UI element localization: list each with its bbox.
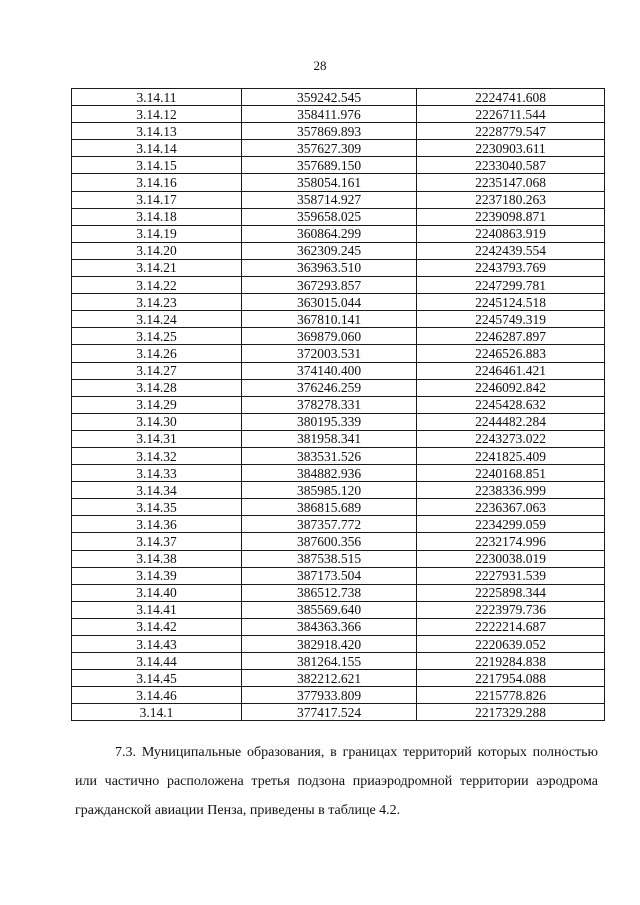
x-coordinate-cell: 359658.025 (242, 208, 417, 225)
x-coordinate-cell: 358054.161 (242, 174, 417, 191)
y-coordinate-cell: 2233040.587 (417, 157, 605, 174)
table-row (72, 704, 605, 721)
y-coordinate-cell: 2246287.897 (417, 328, 605, 345)
table-row (72, 413, 605, 430)
y-coordinate-cell: 2240168.851 (417, 465, 605, 482)
x-coordinate-cell: 357627.309 (242, 140, 417, 157)
x-coordinate-cell: 363015.044 (242, 294, 417, 311)
x-coordinate-cell: 376246.259 (242, 379, 417, 396)
point-number-cell: 3.14.23 (72, 294, 242, 311)
x-coordinate-cell: 363963.510 (242, 259, 417, 276)
x-coordinate-cell: 367293.857 (242, 277, 417, 294)
y-coordinate-cell: 2246461.421 (417, 362, 605, 379)
table-row (72, 567, 605, 584)
table-row (72, 311, 605, 328)
x-coordinate-cell: 358411.976 (242, 106, 417, 123)
coordinates-table-body (72, 89, 605, 721)
y-coordinate-cell: 2234299.059 (417, 516, 605, 533)
table-row (72, 636, 605, 653)
point-number-cell: 3.14.11 (72, 89, 242, 106)
table-row (72, 670, 605, 687)
x-coordinate-cell: 358714.927 (242, 191, 417, 208)
x-coordinate-cell: 387538.515 (242, 550, 417, 567)
point-number-cell: 3.14.22 (72, 277, 242, 294)
x-coordinate-cell: 383531.526 (242, 447, 417, 464)
x-coordinate-cell: 386512.738 (242, 584, 417, 601)
point-number-cell: 3.14.1 (72, 704, 242, 721)
x-coordinate-cell: 377933.809 (242, 687, 417, 704)
y-coordinate-cell: 2243273.022 (417, 430, 605, 447)
x-coordinate-cell: 382918.420 (242, 636, 417, 653)
point-number-cell: 3.14.18 (72, 208, 242, 225)
table-row (72, 191, 605, 208)
table-row (72, 550, 605, 567)
y-coordinate-cell: 2225898.344 (417, 584, 605, 601)
y-coordinate-cell: 2230038.019 (417, 550, 605, 567)
table-row (72, 516, 605, 533)
table-row (72, 687, 605, 704)
x-coordinate-cell: 369879.060 (242, 328, 417, 345)
y-coordinate-cell: 2240863.919 (417, 225, 605, 242)
table-row (72, 465, 605, 482)
table-row (72, 430, 605, 447)
y-coordinate-cell: 2228779.547 (417, 123, 605, 140)
y-coordinate-cell: 2219284.838 (417, 653, 605, 670)
y-coordinate-cell: 2245428.632 (417, 396, 605, 413)
table-row (72, 447, 605, 464)
table-row (72, 242, 605, 259)
y-coordinate-cell: 2217954.088 (417, 670, 605, 687)
x-coordinate-cell: 380195.339 (242, 413, 417, 430)
table-row (72, 208, 605, 225)
x-coordinate-cell: 377417.524 (242, 704, 417, 721)
table-row (72, 294, 605, 311)
x-coordinate-cell: 382212.621 (242, 670, 417, 687)
y-coordinate-cell: 2223979.736 (417, 601, 605, 618)
y-coordinate-cell: 2217329.288 (417, 704, 605, 721)
y-coordinate-cell: 2230903.611 (417, 140, 605, 157)
y-coordinate-cell: 2241825.409 (417, 447, 605, 464)
x-coordinate-cell: 381958.341 (242, 430, 417, 447)
table-row (72, 653, 605, 670)
point-number-cell: 3.14.31 (72, 430, 242, 447)
x-coordinate-cell: 367810.141 (242, 311, 417, 328)
table-row (72, 499, 605, 516)
table-row (72, 174, 605, 191)
table-row (72, 157, 605, 174)
table-row (72, 601, 605, 618)
x-coordinate-cell: 381264.155 (242, 653, 417, 670)
table-row (72, 140, 605, 157)
point-number-cell: 3.14.41 (72, 601, 242, 618)
point-number-cell: 3.14.43 (72, 636, 242, 653)
table-row (72, 618, 605, 635)
x-coordinate-cell: 387173.504 (242, 567, 417, 584)
table-row (72, 362, 605, 379)
point-number-cell: 3.14.37 (72, 533, 242, 550)
table-row (72, 89, 605, 106)
y-coordinate-cell: 2247299.781 (417, 277, 605, 294)
point-number-cell: 3.14.19 (72, 225, 242, 242)
x-coordinate-cell: 386815.689 (242, 499, 417, 516)
point-number-cell: 3.14.35 (72, 499, 242, 516)
y-coordinate-cell: 2246526.883 (417, 345, 605, 362)
coordinates-table (71, 88, 605, 721)
table-row (72, 379, 605, 396)
y-coordinate-cell: 2245749.319 (417, 311, 605, 328)
point-number-cell: 3.14.42 (72, 618, 242, 635)
point-number-cell: 3.14.17 (72, 191, 242, 208)
x-coordinate-cell: 378278.331 (242, 396, 417, 413)
table-row (72, 123, 605, 140)
y-coordinate-cell: 2227931.539 (417, 567, 605, 584)
y-coordinate-cell: 2220639.052 (417, 636, 605, 653)
point-number-cell: 3.14.30 (72, 413, 242, 430)
y-coordinate-cell: 2235147.068 (417, 174, 605, 191)
point-number-cell: 3.14.24 (72, 311, 242, 328)
y-coordinate-cell: 2222214.687 (417, 618, 605, 635)
y-coordinate-cell: 2246092.842 (417, 379, 605, 396)
table-row (72, 259, 605, 276)
point-number-cell: 3.14.44 (72, 653, 242, 670)
point-number-cell: 3.14.29 (72, 396, 242, 413)
x-coordinate-cell: 357689.150 (242, 157, 417, 174)
table-row (72, 277, 605, 294)
point-number-cell: 3.14.36 (72, 516, 242, 533)
point-number-cell: 3.14.40 (72, 584, 242, 601)
y-coordinate-cell: 2244482.284 (417, 413, 605, 430)
point-number-cell: 3.14.25 (72, 328, 242, 345)
point-number-cell: 3.14.26 (72, 345, 242, 362)
y-coordinate-cell: 2243793.769 (417, 259, 605, 276)
point-number-cell: 3.14.38 (72, 550, 242, 567)
table-row (72, 328, 605, 345)
page-number: 28 (313, 58, 327, 73)
y-coordinate-cell: 2239098.871 (417, 208, 605, 225)
x-coordinate-cell: 360864.299 (242, 225, 417, 242)
x-coordinate-cell: 357869.893 (242, 123, 417, 140)
table-row (72, 396, 605, 413)
table-row (72, 584, 605, 601)
paragraph-7-3 (75, 738, 598, 825)
point-number-cell: 3.14.12 (72, 106, 242, 123)
point-number-cell: 3.14.34 (72, 482, 242, 499)
point-number-cell: 3.14.46 (72, 687, 242, 704)
table-row (72, 533, 605, 550)
table-row (72, 106, 605, 123)
point-number-cell: 3.14.45 (72, 670, 242, 687)
point-number-cell: 3.14.14 (72, 140, 242, 157)
y-coordinate-cell: 2232174.996 (417, 533, 605, 550)
point-number-cell: 3.14.28 (72, 379, 242, 396)
point-number-cell: 3.14.13 (72, 123, 242, 140)
x-coordinate-cell: 385569.640 (242, 601, 417, 618)
y-coordinate-cell: 2215778.826 (417, 687, 605, 704)
point-number-cell: 3.14.16 (72, 174, 242, 191)
x-coordinate-cell: 385985.120 (242, 482, 417, 499)
y-coordinate-cell: 2242439.554 (417, 242, 605, 259)
y-coordinate-cell: 2226711.544 (417, 106, 605, 123)
point-number-cell: 3.14.15 (72, 157, 242, 174)
y-coordinate-cell: 2238336.999 (417, 482, 605, 499)
x-coordinate-cell: 384882.936 (242, 465, 417, 482)
point-number-cell: 3.14.21 (72, 259, 242, 276)
table-row (72, 345, 605, 362)
y-coordinate-cell: 2237180.263 (417, 191, 605, 208)
x-coordinate-cell: 384363.366 (242, 618, 417, 635)
table-row (72, 482, 605, 499)
x-coordinate-cell: 362309.245 (242, 242, 417, 259)
y-coordinate-cell: 2245124.518 (417, 294, 605, 311)
y-coordinate-cell: 2224741.608 (417, 89, 605, 106)
x-coordinate-cell: 359242.545 (242, 89, 417, 106)
x-coordinate-cell: 374140.400 (242, 362, 417, 379)
paragraph-text: 7.3. Муниципальные образования, в границах территорий которых полностью или частично расположена третья подзона приаэродромной территории аэродрома гражданской авиации Пенза, приведены в таблице 4.2. (75, 745, 598, 818)
table-row (72, 225, 605, 242)
point-number-cell: 3.14.27 (72, 362, 242, 379)
x-coordinate-cell: 387357.772 (242, 516, 417, 533)
y-coordinate-cell: 2236367.063 (417, 499, 605, 516)
x-coordinate-cell: 372003.531 (242, 345, 417, 362)
point-number-cell: 3.14.39 (72, 567, 242, 584)
point-number-cell: 3.14.32 (72, 447, 242, 464)
x-coordinate-cell: 387600.356 (242, 533, 417, 550)
point-number-cell: 3.14.20 (72, 242, 242, 259)
point-number-cell: 3.14.33 (72, 465, 242, 482)
